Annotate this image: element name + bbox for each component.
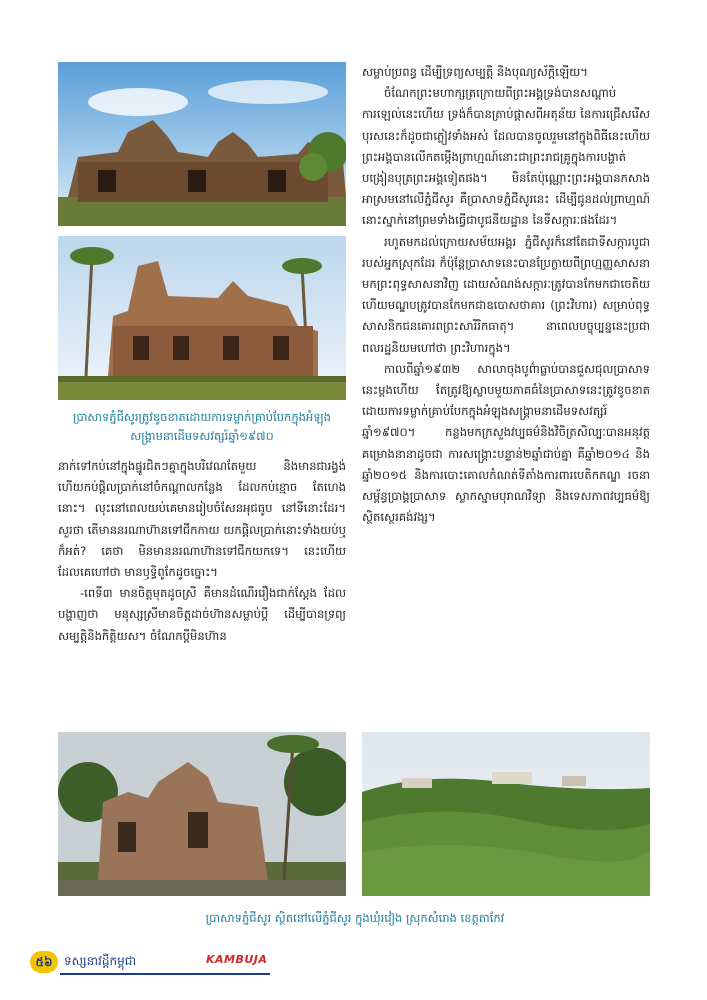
photo-caption-top: ប្រាសាទភ្នំជីសូរត្រូវខូចខាតដោយការទម្លាក់គ្រាប់បែកក្នុងអំឡុងសង្គ្រាមនាដើមទសវត្សរ៍ឆ្នាំ១៩៧០	[73, 410, 331, 443]
temple-ruins-photo-1	[58, 62, 346, 226]
paragraph: កាលពីឆ្នាំ១៩៣២ សាលាចុងបូព៌ាធ្លាប់បានជួសជុលប្រាសាទនេះម្តងហើយ តែត្រូវឱ្យស្លាបមួយភាគធំនៃប្រាសាទនេះត្រូវខូចខាតដោយការទម្លាក់គ្រាប់បែកក្នុងអំឡុងសង្គ្រាមនាដើមទសវត្សរ៍ឆ្នាំ១៩៧០។ កន្លងមកក្រសួងវប្បធម៌និងវិចិត្រសិល្បៈបានអនុវត្តគម្រោងនានាដូចជា ការសង្គ្រោះបន្ទាន់២ឆ្នាំជាប់គ្នា គឺឆ្នាំ២០១៤ និងឆ្នាំ២០១៥ និងការបោះគោលកំណត់ទីតាំងការពារបេតិកភណ្ឌ រចនាសម្ព័ន្ធប្រាង្គប្រាសាទ ស្លាកស្នាមបុរាណវិទ្យា និងទេសភាពវប្បធម៌ឱ្យស្ថិតស្ថេរគង់វង្ស។	[362, 361, 650, 525]
page-footer	[30, 949, 280, 979]
magazine-title: ទស្សនាវដ្តីកម្ពុជា	[64, 954, 137, 968]
paragraph: -ពេទី៣ មានចិត្តមុតដូចស្រី គឺមានដំណើររឿងជាក់ស្តែង ដែលបង្ហាញថា មនុស្សស្រីមានចិត្តដាច់ហ៊ានសម្លាប់ប្តី ដើម្បីបានទ្រព្យសម្បត្តិនិងកិត្តិយស។ ចំណែកប្តីមិនហ៊ាន	[58, 586, 346, 643]
footer-divider	[60, 973, 270, 975]
photo-caption-bottom: ប្រាសាទភ្នំជីសូរ ស្ថិតនៅលើភ្នំជីសូរ ក្នុងឃុំរវៀង ស្រុកសំរោង ខេត្តតាកែវ	[205, 911, 505, 925]
temple-ruins-photo-3	[58, 732, 346, 896]
paragraph: នាក់ទៅកប់នៅក្នុងផ្នូរជិតៗគ្នាក្នុងបរិវេណតែមួយ និងមានជារង្វង់ ហើយកប់ផ្តិលប្រាក់នៅចំកណ្តាលកន្លែង ដែលកប់ខ្មោច តែហេងនោះ។ លុះនៅពេលយប់គេមានរៀបចំសែនអុជធូប នៅទីនោះដែរ។ សួរថា តើមាននរណាហ៊ានទៅជីកកាយ យកផ្តិលប្រាក់នោះទាំងយប់ឬក៏អត់? គេថា មិនមាននរណាហ៊ានទៅជីកយកទេ។ នេះហើយ ដែលគេហៅថា មានឫទ្ធិពូកែដូចច្នោះ។	[58, 459, 346, 580]
paragraph: សម្លាប់ប្រពន្ធ ដើម្បីទ្រព្យសម្បត្តិ និងបុណ្យស័ក្តិឡើយ។	[362, 65, 588, 79]
paragraph: រហូតមកដល់ក្រោយសម័យអង្គរ ភ្នំជីសូរក៏នៅតែជាទីសក្ការបូជារបស់អ្នកស្រុកដែរ ក៏ប៉ុន្តែប្រាសាទនេះបានប្រែក្លាយពីព្រហ្មញ្ញសាសនា មកព្រះពុទ្ធសាសនាវិញ ដោយសំណង់សក្ការៈត្រូវបានកែមកជាចេតិយ ហើយមណ្ឌបត្រូវបានកែមកជាឧបោសថាគារ (ព្រះវិហារ) សម្រាប់ពុទ្ធសាសនិកជនគោរពព្រះសារីរិកធាតុ។ នាពេលបច្ចុប្បន្ននេះប្រជាពលរដ្ឋនិយមហៅថា ព្រះវិហារក្នុង។	[362, 234, 650, 355]
paragraph: ចំណែកព្រះមហាក្សត្រក្រោយពីព្រះអង្គទ្រង់បានសណ្តាប់ការឡេល់នេះហើយ ទ្រង់ក៏បានត្រាប់ផ្តាសពីអតុន័យ នៃការជ្រើសរើសបុរសនេះក៏ដូចជាភ្លៀវទាំងអស់ ដែលបានចូលរួមនៅក្នុងពិធីនេះហើយព្រះអង្គបានលើកតម្កើងព្រាហ្មណ៍នោះជាព្រះរាជគ្រូក្នុងការបង្ហាត់បង្រៀនបុត្រព្រះអង្គទៀតផង។ មិនតែប៉ុណ្ណោះព្រះអង្គបានកសាងអាស្រមនៅលើភ្នំជីសូរ គឺប្រាសាទភ្នំជីសូរនេះ ដើម្បីជូនដល់ព្រាហ្មណ៍នោះស្នាក់នៅព្រមទាំងធ្វើជាបូជនីយដ្ឋាន នៃទីសក្ការៈផងដែរ។	[362, 86, 650, 228]
body-text-left-column	[58, 456, 346, 647]
body-text-right-column	[362, 62, 650, 528]
temple-ruins-photo-2	[58, 236, 346, 400]
magazine-brand: KAMBUJA	[206, 953, 268, 966]
page-number: ៥៦	[30, 951, 58, 973]
hilltop-landscape-photo	[362, 732, 650, 896]
